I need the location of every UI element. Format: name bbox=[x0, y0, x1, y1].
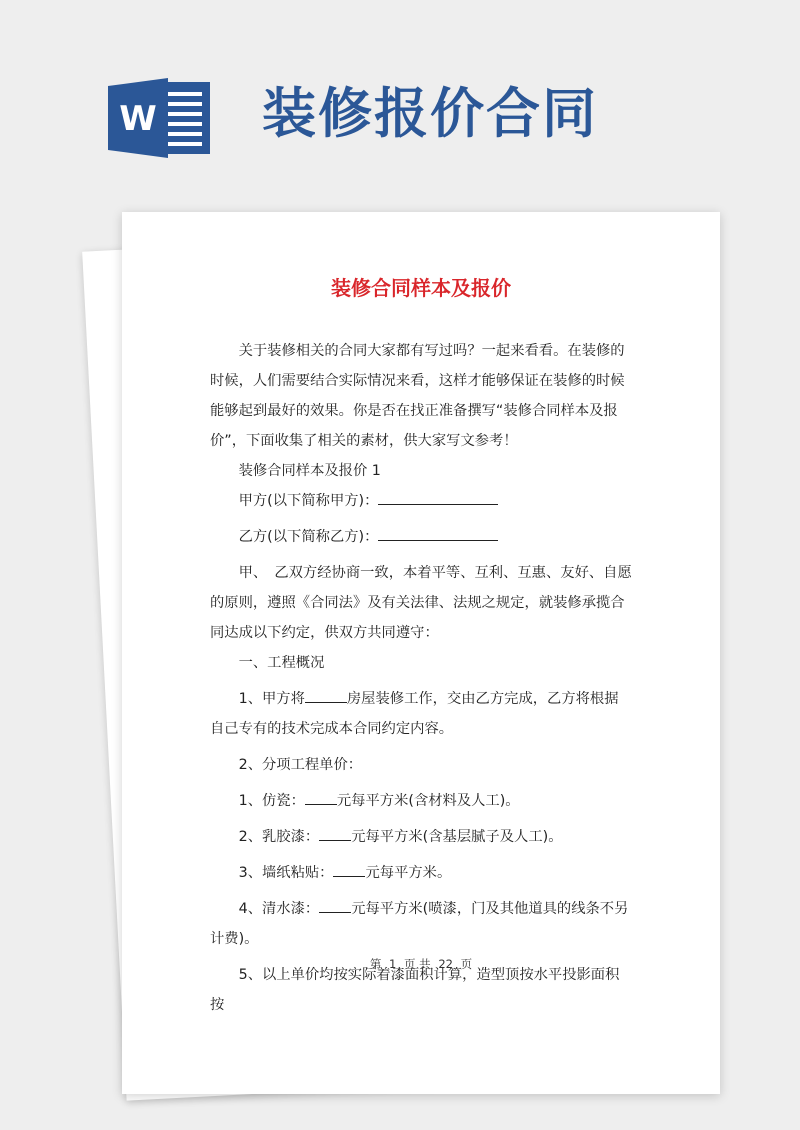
price-4-line bbox=[210, 894, 632, 954]
word-document-icon bbox=[108, 78, 212, 158]
party-a-line bbox=[210, 486, 632, 516]
intro-paragraph: 关于装修相关的合同大家都有写过吗？一起来看看。在装修的时候，人们需要结合实际情况来看，这样才能够保证在装修的时候能够起到最好的效果。你是否在找正准备撰写“装修合同样本及报价”，下面收集了相关的素材，供大家写文参考！ bbox=[210, 343, 625, 449]
party-a-blank bbox=[378, 490, 498, 505]
price-4-blank bbox=[319, 898, 351, 913]
price-3-line bbox=[210, 858, 632, 888]
document-title: 装修合同样本及报价 bbox=[331, 276, 511, 300]
page-footer bbox=[122, 956, 720, 972]
footer-middle: 页 共 bbox=[404, 957, 431, 971]
price-2-label: 2、乳胶漆： bbox=[238, 829, 320, 845]
party-a-label: 甲方(以下简称甲方)： bbox=[238, 493, 379, 509]
price-1-label: 1、仿瓷： bbox=[238, 793, 305, 809]
word-logo-letter: W bbox=[119, 99, 157, 139]
price-1-blank bbox=[305, 790, 337, 805]
price-2-text: 元每平方米(含基层腻子及人工)。 bbox=[351, 829, 563, 845]
price-2-line bbox=[210, 822, 632, 852]
item-1-paragraph bbox=[210, 684, 632, 744]
party-b-label: 乙方(以下简称乙方)： bbox=[238, 529, 379, 545]
price-4-label: 4、清水漆： bbox=[238, 901, 320, 917]
item-2-line: 2、分项工程单价： bbox=[238, 757, 363, 773]
item-1-prefix: 1、甲方将 bbox=[238, 691, 305, 707]
document-body bbox=[210, 336, 632, 1020]
header bbox=[0, 0, 800, 200]
price-3-blank bbox=[333, 862, 365, 877]
section-1-heading: 一、工程概况 bbox=[238, 655, 325, 671]
document-page bbox=[122, 212, 720, 1094]
price-1-text: 元每平方米(含材料及人工)。 bbox=[336, 793, 520, 809]
price-1-line bbox=[210, 786, 632, 816]
footer-prefix: 第 bbox=[369, 957, 382, 971]
sample-heading: 装修合同样本及报价 1 bbox=[238, 463, 381, 479]
price-4-text: 元每平方米(喷漆，门及其他道具的线条不另计费)。 bbox=[210, 901, 629, 947]
price-3-text: 元每平方米。 bbox=[365, 865, 452, 881]
price-2-blank bbox=[319, 826, 351, 841]
party-b-line bbox=[210, 522, 632, 552]
price-3-label: 3、墙纸粘贴： bbox=[238, 865, 334, 881]
header-title: 装修报价合同 bbox=[262, 82, 598, 145]
item-1-suffix: 房屋装修工作，交由乙方完成，乙方将根据自己专有的技术完成本合同约定内容。 bbox=[210, 691, 619, 737]
price-5-line: 5、以上单价均按实际着漆面积计算，造型顶按水平投影面积按 bbox=[210, 967, 620, 1013]
item-1-blank bbox=[305, 688, 347, 703]
page-number-total: 22 bbox=[438, 957, 453, 971]
footer-suffix: 页 bbox=[460, 957, 473, 971]
page-number-current: 1 bbox=[389, 957, 397, 971]
party-b-blank bbox=[378, 526, 498, 541]
agreement-paragraph: 甲、 乙双方经协商一致，本着平等、互利、互惠、友好、自愿的原则，遵照《合同法》及有关法律、法规之规定，就装修承揽合同达成以下约定，供双方共同遵守： bbox=[210, 565, 632, 641]
